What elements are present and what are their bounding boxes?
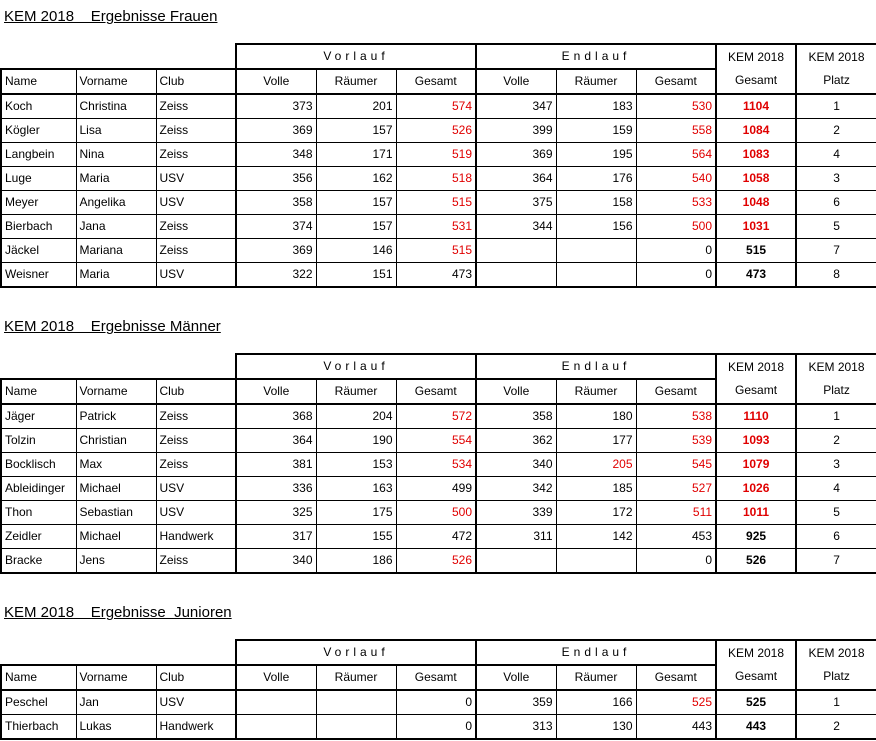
cell-e-gesamt: 511 <box>636 501 716 525</box>
results-table <box>0 353 876 574</box>
cell-club: Zeiss <box>156 94 236 119</box>
cell-v-gesamt: 500 <box>396 501 476 525</box>
cell-e-volle: 339 <box>476 501 556 525</box>
header-v-gesamt: Gesamt <box>396 665 476 690</box>
cell-name: Peschel <box>1 690 76 715</box>
cell-v-gesamt: 499 <box>396 477 476 501</box>
cell-e-raeumer <box>556 263 636 288</box>
cell-club: Handwerk <box>156 715 236 740</box>
cell-v-gesamt: 572 <box>396 404 476 429</box>
cell-e-volle <box>476 263 556 288</box>
cell-kem-gesamt: 1048 <box>716 191 796 215</box>
header-blank <box>1 354 236 379</box>
table-row <box>1 167 876 191</box>
cell-platz: 4 <box>796 143 876 167</box>
cell-e-gesamt: 525 <box>636 690 716 715</box>
cell-e-gesamt: 564 <box>636 143 716 167</box>
cell-vorname: Patrick <box>76 404 156 429</box>
cell-e-gesamt: 0 <box>636 239 716 263</box>
cell-e-raeumer: 183 <box>556 94 636 119</box>
table-row <box>1 119 876 143</box>
cell-kem-gesamt: 525 <box>716 690 796 715</box>
cell-e-volle: 311 <box>476 525 556 549</box>
header-club: Club <box>156 665 236 690</box>
cell-name: Zeidler <box>1 525 76 549</box>
cell-name: Jäckel <box>1 239 76 263</box>
header-name: Name <box>1 665 76 690</box>
cell-name: Thierbach <box>1 715 76 740</box>
header-e-volle: Volle <box>476 379 556 404</box>
table-row <box>1 191 876 215</box>
cell-vorname: Nina <box>76 143 156 167</box>
cell-vorname: Michael <box>76 477 156 501</box>
cell-v-raeumer: 171 <box>316 143 396 167</box>
section-title: KEM 2018 Ergebnisse Junioren <box>4 604 232 621</box>
cell-v-gesamt: 574 <box>396 94 476 119</box>
cell-e-gesamt: 0 <box>636 549 716 574</box>
header-v-raeumer: Räumer <box>316 69 396 94</box>
header-vorlauf: Vorlauf <box>236 640 476 665</box>
header-kem-platz-line1: KEM 2018 <box>808 360 865 374</box>
cell-v-volle: 373 <box>236 94 316 119</box>
cell-vorname: Maria <box>76 263 156 288</box>
cell-vorname: Jan <box>76 690 156 715</box>
header-club: Club <box>156 379 236 404</box>
cell-platz: 5 <box>796 215 876 239</box>
cell-vorname: Jana <box>76 215 156 239</box>
cell-v-gesamt: 531 <box>396 215 476 239</box>
cell-v-raeumer: 157 <box>316 119 396 143</box>
cell-kem-gesamt: 1079 <box>716 453 796 477</box>
cell-e-gesamt: 538 <box>636 404 716 429</box>
cell-platz: 8 <box>796 263 876 288</box>
cell-platz: 4 <box>796 477 876 501</box>
cell-platz: 2 <box>796 429 876 453</box>
cell-platz: 3 <box>796 453 876 477</box>
cell-e-raeumer: 185 <box>556 477 636 501</box>
cell-e-raeumer: 142 <box>556 525 636 549</box>
header-vorname: Vorname <box>76 665 156 690</box>
cell-platz: 7 <box>796 239 876 263</box>
cell-name: Thon <box>1 501 76 525</box>
header-kem-platz-line1: KEM 2018 <box>808 646 865 660</box>
table-row <box>1 215 876 239</box>
header-blank <box>1 640 236 665</box>
cell-club: Zeiss <box>156 215 236 239</box>
cell-kem-gesamt: 925 <box>716 525 796 549</box>
table-row <box>1 549 876 574</box>
cell-v-volle: 368 <box>236 404 316 429</box>
cell-club: USV <box>156 690 236 715</box>
cell-v-volle: 358 <box>236 191 316 215</box>
cell-v-raeumer: 157 <box>316 215 396 239</box>
header-blank <box>1 44 236 69</box>
cell-kem-gesamt: 1031 <box>716 215 796 239</box>
header-kem-gesamt-line1: KEM 2018 <box>728 360 785 374</box>
cell-club: Handwerk <box>156 525 236 549</box>
table-row <box>1 690 876 715</box>
cell-v-gesamt: 515 <box>396 239 476 263</box>
cell-vorname: Christina <box>76 94 156 119</box>
cell-club: Zeiss <box>156 549 236 574</box>
header-kem-platz <box>796 640 876 690</box>
cell-e-volle: 358 <box>476 404 556 429</box>
cell-v-volle: 381 <box>236 453 316 477</box>
header-kem-gesamt-line1: KEM 2018 <box>728 646 785 660</box>
cell-e-volle: 359 <box>476 690 556 715</box>
cell-v-raeumer: 163 <box>316 477 396 501</box>
header-e-gesamt: Gesamt <box>636 665 716 690</box>
header-vorlauf: Vorlauf <box>236 354 476 379</box>
cell-club: Zeiss <box>156 143 236 167</box>
header-kem-gesamt-line2: Gesamt <box>735 383 778 397</box>
table-row <box>1 239 876 263</box>
cell-v-volle: 348 <box>236 143 316 167</box>
cell-e-volle: 375 <box>476 191 556 215</box>
cell-v-volle: 369 <box>236 119 316 143</box>
cell-vorname: Christian <box>76 429 156 453</box>
cell-kem-gesamt: 1110 <box>716 404 796 429</box>
cell-kem-gesamt: 1093 <box>716 429 796 453</box>
header-group-row <box>1 640 876 665</box>
header-name: Name <box>1 69 76 94</box>
cell-kem-gesamt: 1011 <box>716 501 796 525</box>
cell-v-volle <box>236 715 316 740</box>
cell-name: Meyer <box>1 191 76 215</box>
header-group-row <box>1 44 876 69</box>
cell-v-volle: 374 <box>236 215 316 239</box>
cell-e-volle: 342 <box>476 477 556 501</box>
header-e-raeumer: Räumer <box>556 69 636 94</box>
header-kem-gesamt-line2: Gesamt <box>735 73 778 87</box>
cell-e-gesamt: 0 <box>636 263 716 288</box>
cell-club: USV <box>156 263 236 288</box>
header-vorname: Vorname <box>76 69 156 94</box>
cell-v-volle: 364 <box>236 429 316 453</box>
header-kem-platz-line2: Platz <box>823 669 850 683</box>
cell-e-volle: 340 <box>476 453 556 477</box>
cell-platz: 5 <box>796 501 876 525</box>
cell-v-raeumer: 151 <box>316 263 396 288</box>
cell-e-raeumer: 176 <box>556 167 636 191</box>
cell-kem-gesamt: 1026 <box>716 477 796 501</box>
cell-club: Zeiss <box>156 429 236 453</box>
header-v-volle: Volle <box>236 665 316 690</box>
cell-e-volle <box>476 239 556 263</box>
header-vorlauf: Vorlauf <box>236 44 476 69</box>
cell-kem-gesamt: 1084 <box>716 119 796 143</box>
cell-e-volle: 347 <box>476 94 556 119</box>
header-e-volle: Volle <box>476 665 556 690</box>
header-v-gesamt: Gesamt <box>396 379 476 404</box>
cell-e-volle: 313 <box>476 715 556 740</box>
cell-v-raeumer: 201 <box>316 94 396 119</box>
cell-e-volle: 364 <box>476 167 556 191</box>
cell-platz: 1 <box>796 404 876 429</box>
cell-club: USV <box>156 167 236 191</box>
cell-e-gesamt: 443 <box>636 715 716 740</box>
cell-v-gesamt: 526 <box>396 119 476 143</box>
header-e-gesamt: Gesamt <box>636 69 716 94</box>
cell-kem-gesamt: 526 <box>716 549 796 574</box>
table-row <box>1 429 876 453</box>
cell-kem-gesamt: 443 <box>716 715 796 740</box>
cell-e-gesamt: 530 <box>636 94 716 119</box>
cell-v-gesamt: 472 <box>396 525 476 549</box>
cell-name: Tolzin <box>1 429 76 453</box>
cell-vorname: Mariana <box>76 239 156 263</box>
cell-name: Ableidinger <box>1 477 76 501</box>
cell-e-volle: 362 <box>476 429 556 453</box>
cell-v-raeumer <box>316 715 396 740</box>
cell-v-gesamt: 473 <box>396 263 476 288</box>
cell-vorname: Lukas <box>76 715 156 740</box>
cell-kem-gesamt: 1058 <box>716 167 796 191</box>
cell-e-gesamt: 527 <box>636 477 716 501</box>
cell-e-raeumer <box>556 239 636 263</box>
cell-club: Zeiss <box>156 453 236 477</box>
cell-name: Bracke <box>1 549 76 574</box>
header-e-volle: Volle <box>476 69 556 94</box>
cell-vorname: Jens <box>76 549 156 574</box>
cell-e-gesamt: 533 <box>636 191 716 215</box>
cell-v-gesamt: 519 <box>396 143 476 167</box>
cell-e-gesamt: 545 <box>636 453 716 477</box>
cell-name: Kögler <box>1 119 76 143</box>
cell-v-gesamt: 0 <box>396 715 476 740</box>
cell-v-gesamt: 554 <box>396 429 476 453</box>
cell-e-volle: 344 <box>476 215 556 239</box>
cell-platz: 7 <box>796 549 876 574</box>
cell-platz: 2 <box>796 715 876 740</box>
cell-e-raeumer: 156 <box>556 215 636 239</box>
header-kem-platz-line2: Platz <box>823 73 850 87</box>
cell-platz: 6 <box>796 525 876 549</box>
table-row <box>1 453 876 477</box>
cell-vorname: Maria <box>76 167 156 191</box>
header-e-raeumer: Räumer <box>556 665 636 690</box>
cell-platz: 1 <box>796 94 876 119</box>
table-row <box>1 263 876 288</box>
cell-v-raeumer: 190 <box>316 429 396 453</box>
header-kem-platz <box>796 44 876 94</box>
cell-platz: 2 <box>796 119 876 143</box>
header-kem-gesamt-line1: KEM 2018 <box>728 50 785 64</box>
cell-vorname: Angelika <box>76 191 156 215</box>
cell-v-gesamt: 526 <box>396 549 476 574</box>
header-group-row <box>1 354 876 379</box>
cell-e-raeumer: 177 <box>556 429 636 453</box>
table-row <box>1 477 876 501</box>
cell-name: Weisner <box>1 263 76 288</box>
cell-platz: 1 <box>796 690 876 715</box>
cell-club: USV <box>156 477 236 501</box>
header-v-raeumer: Räumer <box>316 665 396 690</box>
cell-e-gesamt: 453 <box>636 525 716 549</box>
cell-v-gesamt: 0 <box>396 690 476 715</box>
cell-v-raeumer: 157 <box>316 191 396 215</box>
header-kem-gesamt <box>716 44 796 94</box>
cell-v-raeumer: 153 <box>316 453 396 477</box>
cell-e-gesamt: 500 <box>636 215 716 239</box>
header-club: Club <box>156 69 236 94</box>
cell-e-raeumer: 130 <box>556 715 636 740</box>
cell-vorname: Michael <box>76 525 156 549</box>
cell-vorname: Sebastian <box>76 501 156 525</box>
header-kem-platz-line1: KEM 2018 <box>808 50 865 64</box>
cell-club: Zeiss <box>156 404 236 429</box>
table-row <box>1 715 876 740</box>
header-kem-platz-line2: Platz <box>823 383 850 397</box>
header-endlauf: Endlauf <box>476 354 716 379</box>
cell-v-raeumer: 146 <box>316 239 396 263</box>
cell-e-gesamt: 540 <box>636 167 716 191</box>
table-row <box>1 143 876 167</box>
header-kem-gesamt-line2: Gesamt <box>735 669 778 683</box>
cell-name: Bierbach <box>1 215 76 239</box>
cell-club: Zeiss <box>156 239 236 263</box>
table-row <box>1 404 876 429</box>
cell-e-raeumer: 166 <box>556 690 636 715</box>
cell-e-raeumer: 180 <box>556 404 636 429</box>
cell-kem-gesamt: 1104 <box>716 94 796 119</box>
cell-platz: 6 <box>796 191 876 215</box>
cell-name: Langbein <box>1 143 76 167</box>
cell-v-volle: 340 <box>236 549 316 574</box>
header-v-gesamt: Gesamt <box>396 69 476 94</box>
cell-platz: 3 <box>796 167 876 191</box>
header-kem-platz <box>796 354 876 404</box>
table-row <box>1 501 876 525</box>
cell-v-volle <box>236 690 316 715</box>
header-kem-gesamt <box>716 354 796 404</box>
cell-kem-gesamt: 473 <box>716 263 796 288</box>
cell-name: Luge <box>1 167 76 191</box>
section-title: KEM 2018 Ergebnisse Frauen <box>4 8 218 25</box>
table-row <box>1 525 876 549</box>
cell-v-gesamt: 534 <box>396 453 476 477</box>
cell-e-raeumer: 159 <box>556 119 636 143</box>
cell-e-raeumer: 195 <box>556 143 636 167</box>
section-title: KEM 2018 Ergebnisse Männer <box>4 318 221 335</box>
cell-e-volle <box>476 549 556 574</box>
cell-name: Bocklisch <box>1 453 76 477</box>
header-v-volle: Volle <box>236 69 316 94</box>
cell-v-volle: 325 <box>236 501 316 525</box>
cell-vorname: Max <box>76 453 156 477</box>
cell-e-raeumer: 172 <box>556 501 636 525</box>
cell-club: USV <box>156 501 236 525</box>
results-table <box>0 639 876 740</box>
cell-e-volle: 369 <box>476 143 556 167</box>
cell-e-gesamt: 558 <box>636 119 716 143</box>
header-endlauf: Endlauf <box>476 44 716 69</box>
cell-v-volle: 317 <box>236 525 316 549</box>
header-e-gesamt: Gesamt <box>636 379 716 404</box>
cell-v-volle: 369 <box>236 239 316 263</box>
cell-name: Koch <box>1 94 76 119</box>
cell-v-raeumer: 162 <box>316 167 396 191</box>
cell-vorname: Lisa <box>76 119 156 143</box>
cell-club: Zeiss <box>156 119 236 143</box>
cell-v-volle: 356 <box>236 167 316 191</box>
cell-e-raeumer: 158 <box>556 191 636 215</box>
header-v-volle: Volle <box>236 379 316 404</box>
header-v-raeumer: Räumer <box>316 379 396 404</box>
header-kem-gesamt <box>716 640 796 690</box>
cell-v-volle: 336 <box>236 477 316 501</box>
cell-e-gesamt: 539 <box>636 429 716 453</box>
cell-e-volle: 399 <box>476 119 556 143</box>
cell-v-volle: 322 <box>236 263 316 288</box>
cell-e-raeumer: 205 <box>556 453 636 477</box>
table-row <box>1 94 876 119</box>
cell-v-raeumer: 155 <box>316 525 396 549</box>
cell-v-raeumer: 204 <box>316 404 396 429</box>
cell-v-raeumer: 186 <box>316 549 396 574</box>
header-vorname: Vorname <box>76 379 156 404</box>
cell-v-gesamt: 515 <box>396 191 476 215</box>
cell-e-raeumer <box>556 549 636 574</box>
header-name: Name <box>1 379 76 404</box>
cell-kem-gesamt: 1083 <box>716 143 796 167</box>
results-table <box>0 43 876 288</box>
cell-v-raeumer: 175 <box>316 501 396 525</box>
cell-name: Jäger <box>1 404 76 429</box>
cell-v-gesamt: 518 <box>396 167 476 191</box>
header-endlauf: Endlauf <box>476 640 716 665</box>
cell-club: USV <box>156 191 236 215</box>
cell-v-raeumer <box>316 690 396 715</box>
cell-kem-gesamt: 515 <box>716 239 796 263</box>
header-e-raeumer: Räumer <box>556 379 636 404</box>
